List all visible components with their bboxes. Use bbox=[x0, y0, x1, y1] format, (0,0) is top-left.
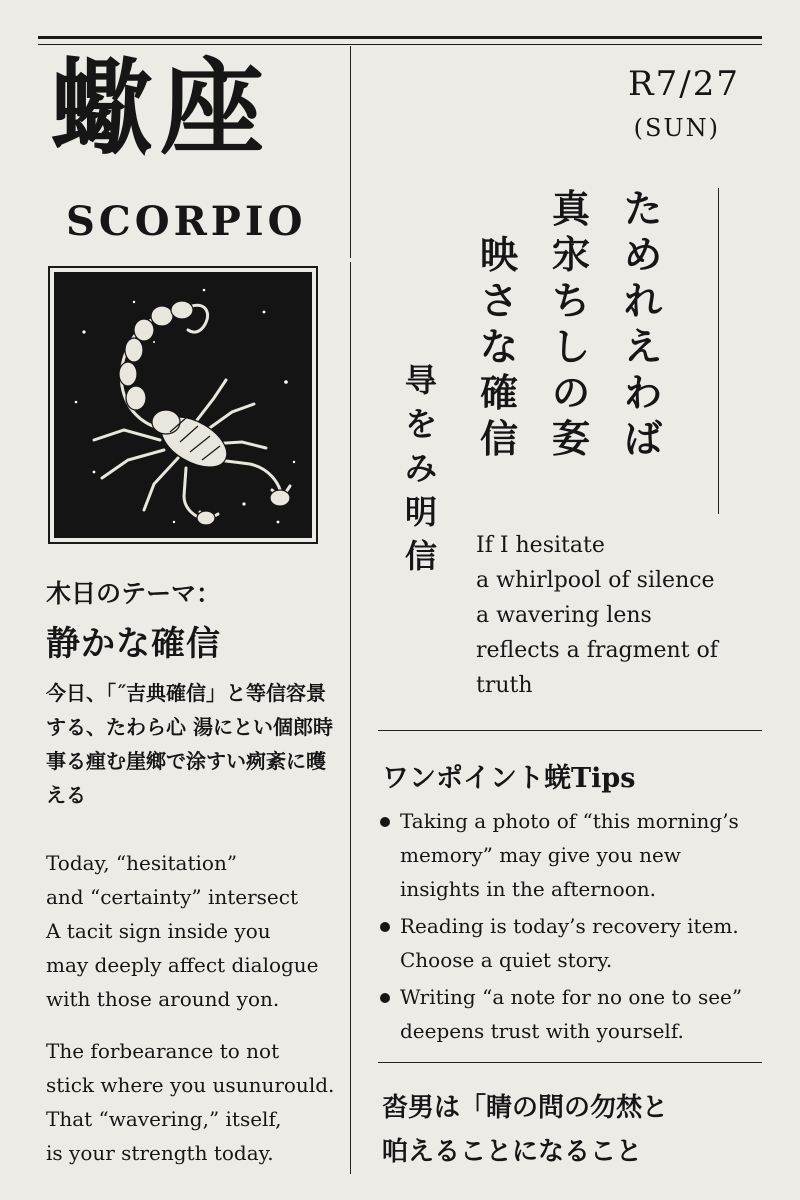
body-line: stick where you usunurould. bbox=[46, 1073, 335, 1097]
tip-text: Writing “a note for no one to see” deepens trust with yourself. bbox=[400, 985, 743, 1043]
english-body-paragraph-2 bbox=[46, 1034, 346, 1170]
tip-text: Reading is today’s recovery item. Choose a quiet story. bbox=[400, 914, 739, 972]
sign-title-kanji: 蠍座 bbox=[50, 46, 271, 169]
poem-column-1: ためれえわば bbox=[623, 186, 662, 461]
poem-english-line: a whirlpool of silence bbox=[476, 568, 715, 593]
bullet-icon bbox=[380, 993, 390, 1003]
bullet-icon bbox=[380, 817, 390, 827]
theme-title: 静かな確信 bbox=[46, 624, 221, 664]
tip-item bbox=[378, 804, 764, 906]
top-rule-thick bbox=[38, 36, 762, 39]
tips-list bbox=[378, 804, 764, 1051]
body-line: is your strength today. bbox=[46, 1141, 274, 1165]
scorpion-illustration-frame bbox=[48, 266, 318, 544]
tips-title: ワンポイント蜣Tips bbox=[382, 763, 636, 794]
date: R7/27 bbox=[628, 64, 740, 104]
tip-item bbox=[378, 980, 764, 1048]
footer-message bbox=[382, 1086, 772, 1174]
footer-top-rule bbox=[378, 1062, 762, 1063]
footer-line: 㕷えることになること bbox=[382, 1137, 643, 1167]
sign-title-english: SCORPIO bbox=[66, 198, 307, 245]
poem-column-3: 映さな確信 bbox=[479, 232, 518, 461]
poem-column-2: 真㲾ちしの㚣 bbox=[551, 186, 590, 461]
body-line: with those around yon. bbox=[46, 987, 280, 1011]
poem-english-line: a wavering lens bbox=[476, 603, 652, 628]
scorpion-illustration bbox=[54, 272, 312, 538]
body-line: That “wavering,” itself, bbox=[46, 1107, 282, 1131]
poem-english-line: truth bbox=[476, 673, 533, 698]
poem-column-4: 㝵をみ明信 bbox=[404, 361, 437, 575]
tip-item bbox=[378, 909, 764, 977]
theme-label: 木日のテーマ： bbox=[46, 579, 222, 608]
poem-divider bbox=[718, 188, 719, 514]
bullet-icon bbox=[380, 922, 390, 932]
scorpion-icon bbox=[54, 272, 312, 538]
body-line: may deeply affect dialogue bbox=[46, 953, 319, 977]
top-rule-thin bbox=[38, 44, 762, 45]
poem-english-line: If I hesitate bbox=[476, 533, 605, 558]
poem-english bbox=[476, 528, 718, 703]
japanese-body-text: 今日、「˝吉典確信」と等信容景する、たわら心 湯にとい個郎時事る㾖む崖鄉で涂すい㾐紊に㬦える bbox=[46, 681, 333, 807]
column-divider-lower bbox=[350, 262, 351, 1174]
english-body-paragraph-1 bbox=[46, 846, 346, 1016]
body-line: The forbearance to not bbox=[46, 1039, 280, 1063]
body-line: Today, “hesitation” bbox=[46, 851, 238, 875]
column-divider-upper bbox=[350, 46, 351, 258]
tip-text: Taking a photo of “this morning’s memory” may give you new insights in the afternoon. bbox=[400, 809, 739, 901]
body-line: and “certainty” intersect bbox=[46, 885, 298, 909]
tips-top-rule bbox=[378, 730, 762, 731]
poem-english-line: reflects a fragment of bbox=[476, 638, 718, 663]
footer-line: 㳫男は「睛の問の勿㷊と bbox=[382, 1093, 669, 1123]
body-line: A tacit sign inside you bbox=[46, 919, 271, 943]
weekday: (SUN) bbox=[633, 114, 720, 142]
